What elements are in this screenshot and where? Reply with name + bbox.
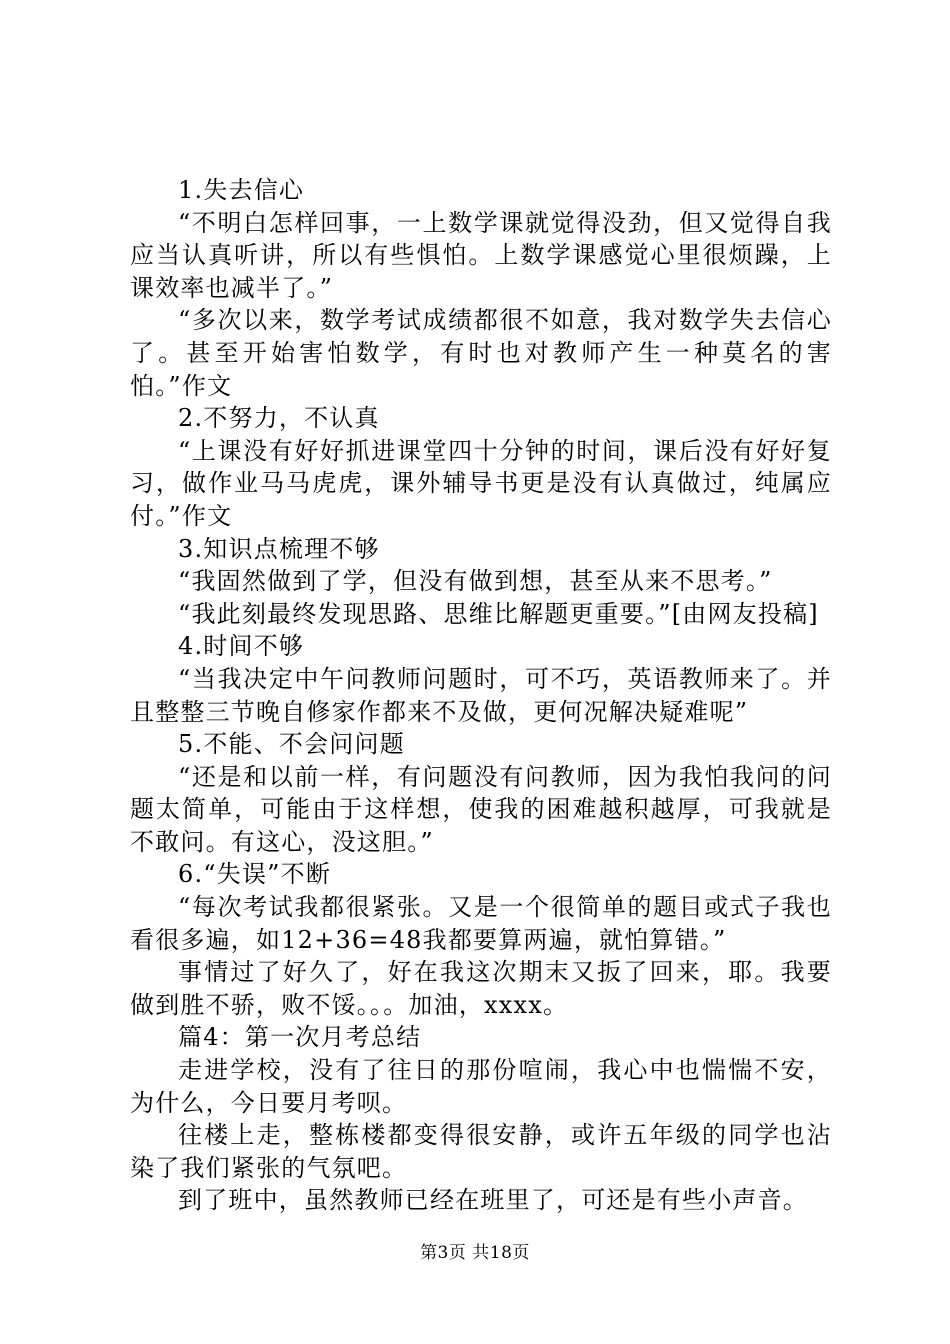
section-heading: 5.不能、不会问问题 [178,730,405,759]
page-footer: 第3页 共18页 [420,1243,530,1263]
paragraph: “还是和以前一样，有问题没有问教师，因为我怕我问的问题太简单，可能由于这样想，使我的困难越积越厚，可我就是不敢问。有这心，没这胆。” [130,762,832,856]
paragraph: 到了班中，虽然教师已经在班里了，可还是有些小声音。 [178,1186,808,1215]
paragraph: 往楼上走，整栋楼都变得很安静，或许五年级的同学也沾染了我们紧张的气氛吧。 [130,1121,832,1182]
paragraph: “每次考试我都很紧张。又是一个很简单的题目或式子我也看很多遍，如12+36=48我都要算两遍，就怕算错。” [130,893,832,954]
paragraph: 走进学校，没有了往日的那份喧闹，我心中也惴惴不安，为什么，今日要月考呗。 [130,1056,832,1117]
document-body [130,174,832,1217]
section-heading: 4.时间不够 [178,632,305,661]
section-heading: 1.失去信心 [178,176,305,204]
paragraph: 事情过了好久了，好在我这次期末又扳了回来，耶。我要做到胜不骄，败不馁。。。加油，xxxx。 [130,958,832,1019]
paragraph: “我固然做到了学，但没有做到想，甚至从来不思考。” [178,567,773,596]
section-heading: 2.不努力，不认真 [178,404,380,433]
paragraph: “不明白怎样回事，一上数学课就觉得没劲，但又觉得自我应当认真听讲，所以有些惧怕。上数学课感觉心里很烦躁，上课效率也减半了。” [130,208,832,302]
paragraph: “当我决定中午问教师问题时，可不巧，英语教师来了。并且整整三节晚自修家作都来不及做，更何况解决疑难呢” [130,664,832,726]
article-title: 篇4：第一次月考总结 [178,1023,422,1052]
section-heading: 3.知识点梳理不够 [178,534,380,563]
paragraph: “我此刻最终发现思路、思维比解题更重要。”[由网友投稿] [178,599,819,628]
section-heading: 6.“失误”不断 [178,860,332,889]
paragraph: “上课没有好好抓进课堂四十分钟的时间，课后没有好好复习，做作业马马虎虎，课外辅导书更是没有认真做过，纯属应付。”作文 [130,436,832,530]
paragraph: “多次以来，数学考试成绩都很不如意，我对数学失去信心了。甚至开始害怕数学，有时也对教师产生一种莫名的害怕。”作文 [130,306,832,400]
